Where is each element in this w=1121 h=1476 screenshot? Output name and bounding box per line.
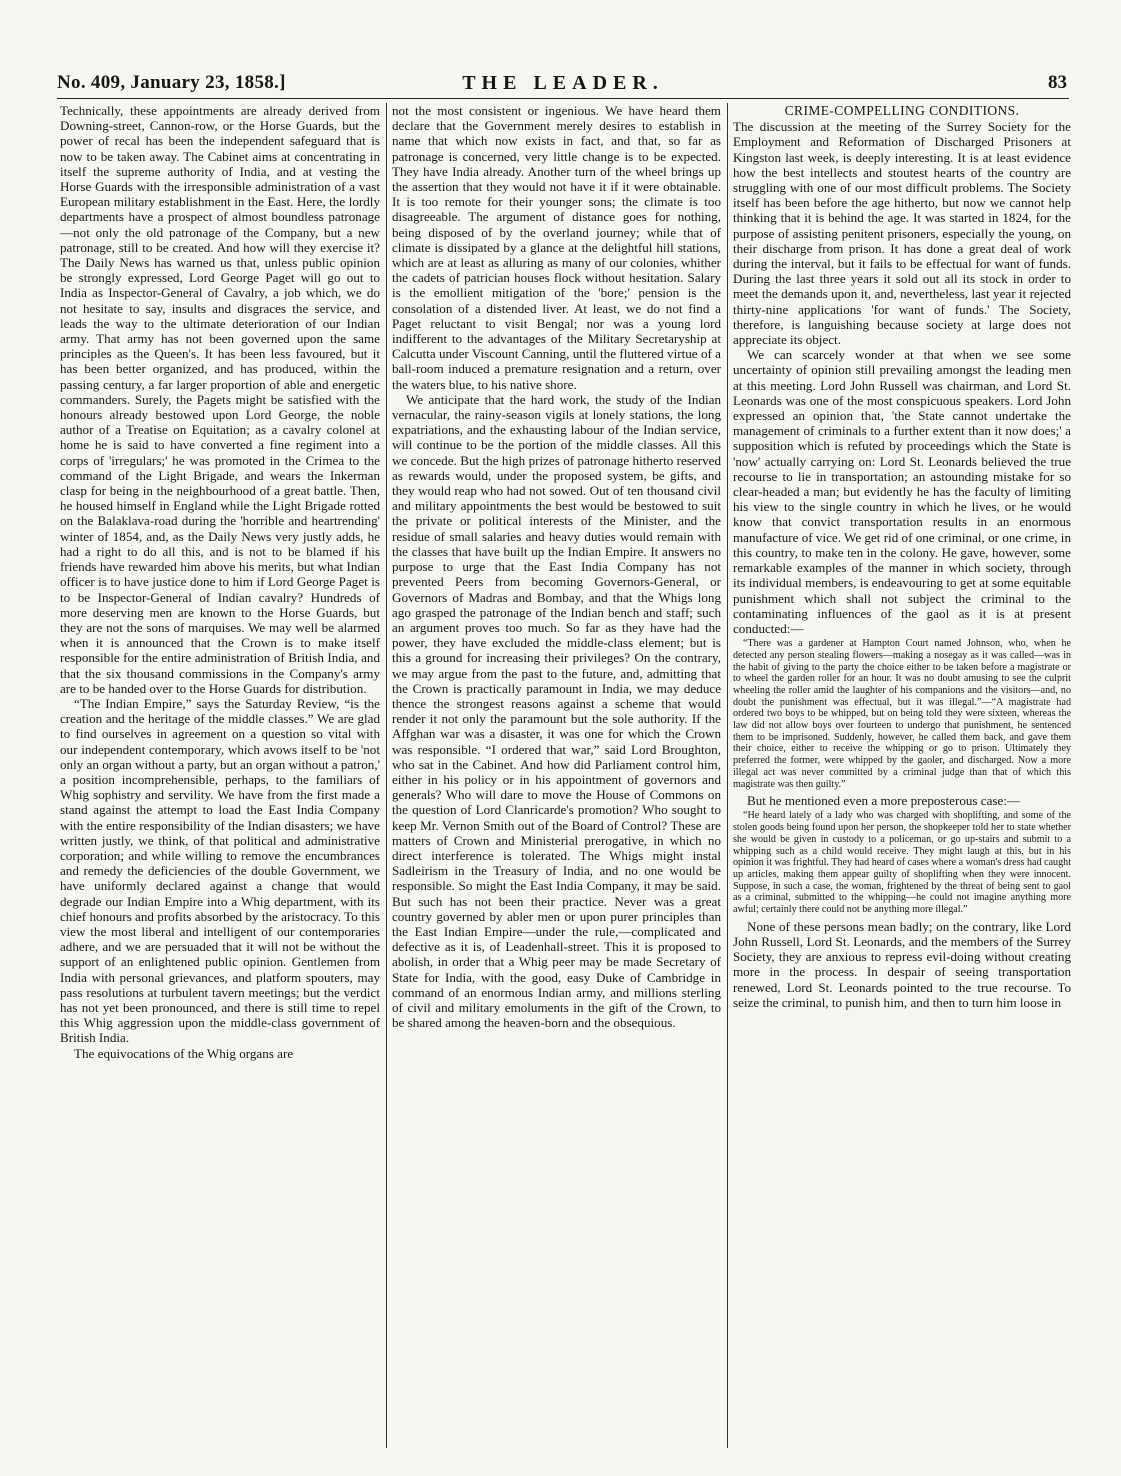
paragraph: not the most consistent or ingenious. We have heard them declare that the Government merely desires to establish in name that which now exists in fact, and that, so far as patronage is concerned, very little change is to be expected. They have India already. Another turn of the wheel brings up the assertion that they would not have it if it were obtainable. It is too remote for their younger sons; the climate is too disagreeable. The argument of distance goes for nothing, being disposed of by the overland journey; while that of climate is dissipated by a glance at the delightful hill stations, which are at least as alluring as many of our colonies, whither the cadets of patrician houses flock without hesitation. Salary is the emollient mitigation of the 'bore;' pension is the consolation of a distended liver. At least, we do not find a Paget reluctant to visit Bengal; nor was a young lord indifferent to the advantages of the Military Secretaryship at Calcutta under Viscount Canning, until the fluttered virtue of a ball-room induced a premature resignation and a return, over the waters blue, to his native shore. [392,103,721,392]
paragraph: The discussion at the meeting of the Surrey Society for the Employment and Reformation of Discharged Prisoners at Kingston last week, is deeply interesting. It is at least evidence how the best intellects and stoutest hearts of the country are struggling with one of our most difficult problems. The Society itself has been before the age hitherto, but now we cannot help thinking that it is behind the age. It was started in 1824, for the purpose of assisting penitent prisoners, especially the young, on their discharge from prison. It has done a great deal of work during the interval, but it fails to be effectual for want of funds. During the last three years it sold out all its stock in order to meet the demands upon it, and, nevertheless, last year it rejected thirty-nine applications 'for want of funds.' The Society, therefore, is languishing because society at large does not appreciate its object. [733,119,1071,348]
paragraph: The equivocations of the Whig organs are [74,1045,294,1061]
page-number: 83 [1048,72,1067,93]
paragraph: Technically, these appointments are already derived from Downing-street, Cannon-row, or the Horse Guards, but the power of recal has been the independent safeguard that is now to be taken away. The Cabinet aims at concentrating in itself the supreme authority of India, and at vesting the Horse Guards with the irresponsible administration of a vast European military establishment in the East. Here, the lordly departments have a prospect of almost boundless patronage—not only the old patronage of the Company, but a new patronage, still to be created. And how will they exercise it? The Daily News has warned us that, unless public opinion be strongly expressed, Lord George Paget will go out to India as Inspector-General of Cavalry, a job which, we do not hesitate to say, insults and disgraces the service, and leads the way to the ultimate deterioration of our Indian army. That army has not been governed upon the same principles as the Queen's. It has been less favoured, but it has been better organized, and has produced, within the passing century, a far larger proportion of able and energetic commanders. Surely, the Pagets might be satisfied with the honours already bestowed upon Lord George, the noble author of a Treatise on Equitation; as a cavalry colonel at home he is said to have converted a fine regiment into a corps of 'irregulars;' he was promoted in the Crimea to the command of the Light Brigade, and wears the Inkerman clasp for being in the neighbourhood of a great battle. Then, he housed himself in England while the Light Brigade rotted on the Balaklava-road during the 'horrible and heartrending' winter of 1854, and, as the Daily News very justly adds, he had a right to do all this, and is not to be blamed if his friends have rewarded him above his merits, but what Indian officer is to have justice done to him if Lord George Paget is to be Inspector-General of Indian cavalry? Hundreds of more deserving men are known to the Horse Guards, but they are not the sons of marquises. We may well be alarmed when it is announced that the Crown is to make itself responsible for the entire administration of British India, and that the six thousand commissions in the Company's army are to be handed over to the Horse Guards for distribution. [60,103,380,696]
paragraph: We can scarcely wonder at that when we see some uncertainty of opinion still prevailing amongst the leading men at this meeting. Lord John Russell was chairman, and Lord St. Leonards was one of the most conspicuous speakers. Lord John expressed an opinion that, 'the State cannot undertake the management of criminals to a further extent than it now does;' a supposition which is refuted by proceedings which the State is 'now' actually carrying on: Lord St. Leonards believed the true recourse to lie in transportation; an astounding mistake for so clear-headed a man; but evidently he has the faculty of limiting his view to the single country in which he lives, or he would know that convict transportation results in an enormous manufacture of vice. We get rid of one criminal, or one crime, in this country, to make ten in the colony. He gave, however, some remarkable examples of the manner in which society, through its individual members, is endeavouring to get at some equitable punishment which shall not subject the criminal to the contaminating influences of the gaol as it is at present conducted:— [733,347,1071,636]
page-header [57,72,1069,99]
column-3 [733,103,1071,1448]
block-quote [733,810,1071,915]
quote-text: “There was a gardener at Hampton Court named Johnson, who, when he detected any person stealing flowers—making a nosegay as it was called—was in the habit of giving to the party the choice either to be taken before a magistrate or to wheel the garden roller for an hour. It was no doubt amusing to see the culprit wheeling the roller amid the laughter of his companions and the visitors—and, no doubt the punishment was effectual, but it was illegal.”—“A magistrate had ordered two boys to be whipped, but on being told they were sixteen, whereas the law did not allow boys over fourteen to undergo that punishment, he sentenced them to be imprisoned. Suddenly, however, he called them back, and gave them their choice, either to receive the whipping or go to prison. Ultimately they preferred the former, were whipped by the gaoler, and discharged. Now a more illegal act was never committed by a criminal judge than that of which this magistrate was then guilty.” [733,638,1071,790]
paragraph: “The Indian Empire,” says the Saturday Review, “is the creation and the heritage of the middle classes.” We are glad to find ourselves in agreement on a question so vital with our independent contemporary, which avows itself to be 'not only an organ without a party, but an organ without a patron,' a position incomprehensible, perhaps, to the familiars of Whig sophistry and servility. We have from the first made a stand against the attempt to load the East India Company with the entire responsibility of the Indian disasters; we have written justly, we think, of that political and administrative corporation; and while willing to remove the encumbrances and remedy the deficiencies of the double Government, we have uniformly declared against a change that would degrade our Indian Empire into a Whig department, with its chief honours and profits absorbed by the aristocracy. To this view the most liberal and intelligent of our contemporaries adhere, and we are persuaded that it will not be without the support of an enlightened public opinion. Gentlemen from India with personal grievances, and platform spouters, may pass resolutions at turbulent tavern meetings; but the verdict has not yet been pronounced, and there is still time to repel this Whig aggression upon the middle-class government of British India. [60,695,380,1046]
article-title: CRIME-COMPELLING CONDITIONS. [784,103,1020,118]
column-divider [386,103,387,1448]
quote-text: “He heard lately of a lady who was charged with shoplifting, and some of the stolen goods being found upon her person, the shopkeeper told her to state whether she would be given in custody to a policeman, or go up-stairs and submit to a whipping such as a child would receive. They might laugh at this, but in his opinion it was frightful. They had heard of cases where a woman's dress had caught up articles, making them appear guilty of shoplifting when they were innocent. Suppose, in such a case, the woman, frightened by the threat of being sent to gaol as a criminal, submitted to the whipping—he could not imagine anything more awful; certainly there could not be anything more illegal.” [733,810,1071,916]
column-2 [392,103,721,1448]
issue-date: No. 409, January 23, 1858.] [57,72,286,93]
paragraph: None of these persons mean badly; on the contrary, like Lord John Russell, Lord St. Leonards, and the members of the Surrey Society, they are anxious to repress evil-doing without creating more in the process. In despair of seeing transportation renewed, Lord St. Leonards pointed to the true recourse. To seize the criminal, to punish him, and then to turn him loose in [733,918,1071,1010]
column-1 [60,103,380,1448]
paragraph: But he mentioned even a more preposterous case:— [747,793,1021,809]
paragraph: We anticipate that the hard work, the study of the Indian vernacular, the rainy-season vigils at lonely stations, the long expatriations, and the exhausting labour of the Indian service, will continue to be the portion of the middle classes. All this we concede. But the high prizes of patronage hitherto reserved as rewards would, under the proposed system, be gifts, and they would reap who had not sowed. Out of ten thousand civil and military appointments the best would be bestowed to suit the private or political interests of the Minister, and the residue of small salaries and heavy duties would remain with the classes that have built up the Indian Empire. It answers no purpose to urge that the East India Company has not prevented Peers from becoming Governors-General, or Governors of Madras and Bombay, and that the Whigs long ago grasped the patronage of the Indian bench and staff; such an argument proves too much. So far as they have had the power, they have excluded the middle-class element; but is this a ground for increasing their privileges? On the contrary, we may argue from the past to the future, and, admitting that the Crown is practically paramount in India, we may deduce thence the strongest reasons against a scheme that would render it not only the paramount but the sole authority. If the Affghan war was a disaster, it was one for which the Crown was responsible. “I ordered that war,” said Lord Broughton, who sat in the Cabinet. And how did Parliament control him, either in his policy or in his appointment of governors and generals? Who will dare to move the House of Commons on the question of Lord Clanricarde's promotion? Who sought to keep Mr. Vernon Smith out of the Board of Control? These are matters of Crown and Ministerial prerogative, in which no direct interference is tolerated. The Whigs might instal Sadleirism in the Treasury of India, and no one would be responsible. So might the East India Company, it may be said. But such has not been their practice. Never was a great country governed by abler men or upon purer principles than the East Indian Empire—under the rule,—complicated and defective as it is, of Leadenhall-street. This it is proposed to abolish, in order that a Whig peer may be made Secretary of State for India, with the good, easy Duke of Cambridge in command of an enormous Indian army, and millions sterling of civil and military emoluments in the gift of the Crown, to be shared among the heaven-born and the obsequious. [392,391,721,1031]
block-quote [733,638,1071,790]
masthead: THE LEADER. [462,72,664,94]
column-divider [727,103,728,1448]
